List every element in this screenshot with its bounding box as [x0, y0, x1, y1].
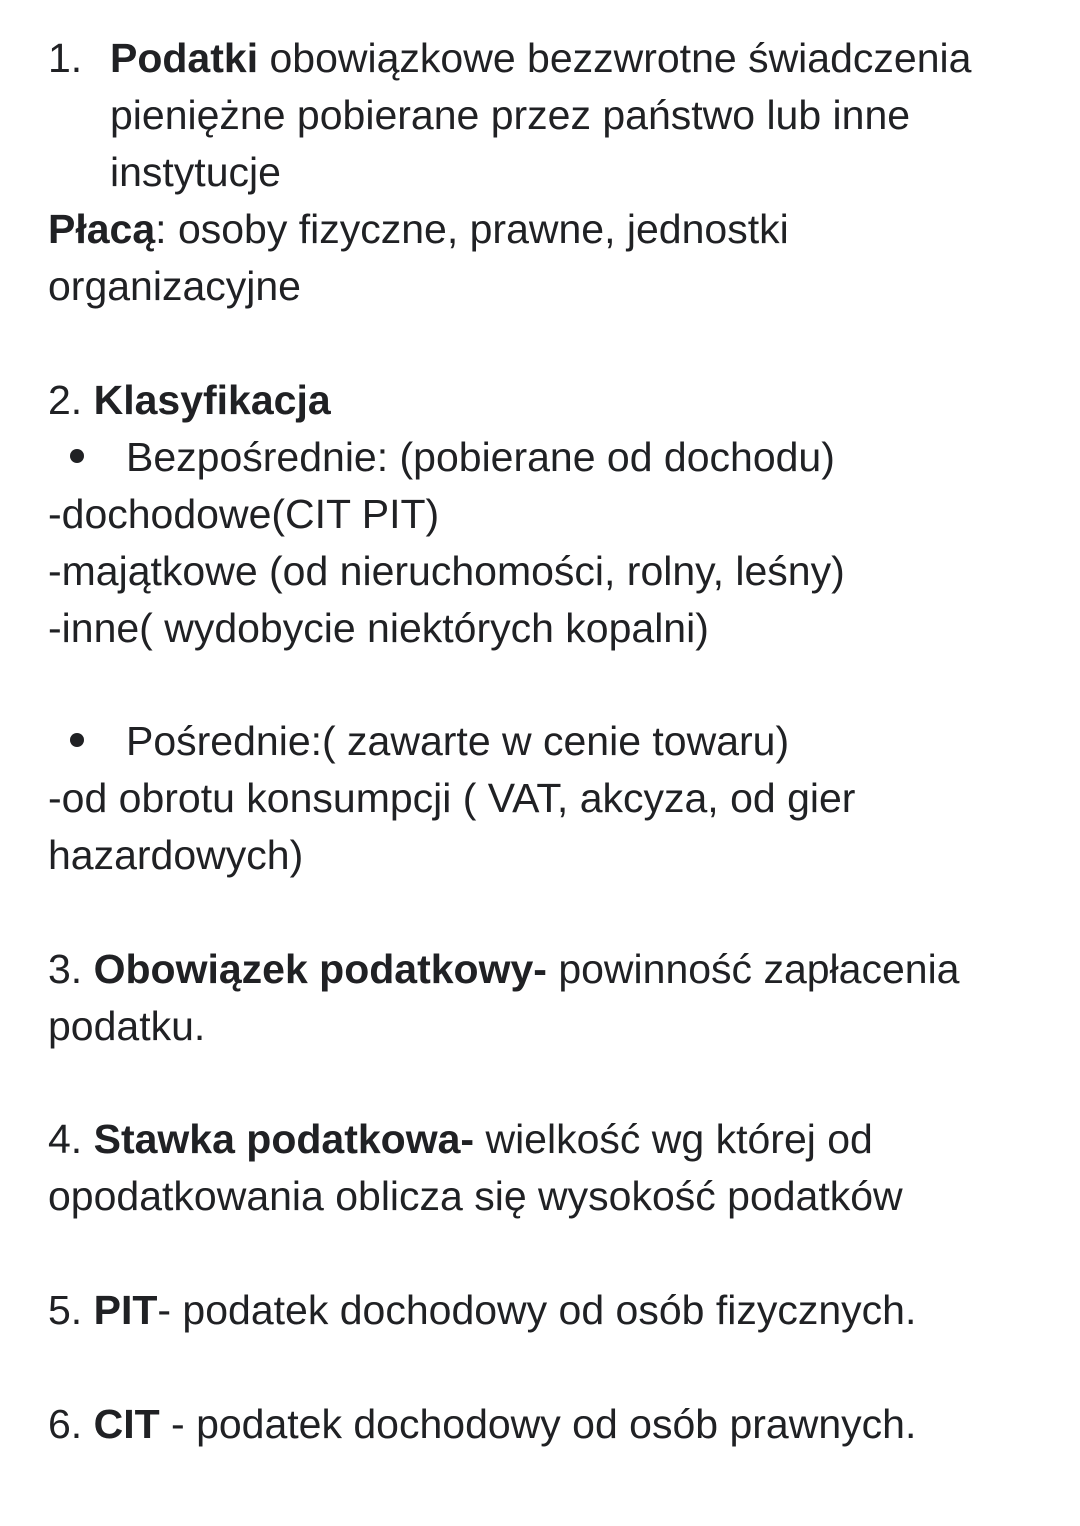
item-4-number: 4.	[48, 1116, 94, 1162]
payers-text-2: organizacyjne	[48, 263, 301, 309]
item-3-line-1	[48, 941, 1048, 998]
payers-text-1: : osoby fizyczne, prawne, jednostki	[155, 206, 789, 252]
item-3-number: 3.	[48, 946, 94, 992]
item-4-line-1	[48, 1111, 1048, 1168]
item-5-line	[48, 1282, 1048, 1339]
payers-term: Płacą	[48, 206, 156, 252]
item-6-line	[48, 1396, 1048, 1453]
bullet-dot-icon	[70, 733, 84, 747]
indirect-line-1: -od obrotu konsumpcji ( VAT, akcyza, od gier	[48, 775, 856, 821]
bullet-dot-icon	[70, 449, 84, 463]
item-1-line-1	[110, 30, 1048, 87]
item-2-number: 2.	[48, 377, 94, 423]
item-1-def-2: pieniężne pobierane przez państwo lub inne	[110, 92, 911, 138]
item-1-number: 1.	[48, 35, 83, 81]
item-4-def-1: wielkość wg której od	[474, 1116, 873, 1162]
notes-document	[48, 30, 1048, 1453]
item-5-number: 5.	[48, 1287, 94, 1333]
payers-line-1	[48, 201, 1048, 258]
item-1-podatki	[48, 30, 1048, 201]
bullet-direct	[48, 429, 1048, 486]
direct-line-2: -majątkowe (od nieruchomości, rolny, leśny)	[48, 548, 845, 594]
bullet-indirect	[48, 713, 1048, 770]
item-5-term: PIT	[93, 1287, 158, 1333]
item-2-term: Klasyfikacja	[93, 377, 331, 423]
item-3-term: Obowiązek podatkowy-	[93, 946, 547, 992]
item-1-def-1: obowiązkowe bezzwrotne świadczenia	[258, 35, 972, 81]
direct-line-1: -dochodowe(CIT PIT)	[48, 491, 440, 537]
indirect-label: Pośrednie:( zawarte w cenie towaru)	[126, 718, 790, 764]
item-6-term: CIT	[93, 1401, 160, 1447]
item-4-def-2: opodatkowania oblicza się wysokość podatków	[48, 1173, 903, 1219]
item-6-def: - podatek dochodowy od osób prawnych.	[159, 1401, 917, 1447]
item-3-def-2: podatku.	[48, 1003, 206, 1049]
item-1-term: Podatki	[110, 35, 259, 81]
item-2-heading	[48, 372, 1048, 429]
item-6-number: 6.	[48, 1401, 94, 1447]
indirect-line-2: hazardowych)	[48, 832, 304, 878]
item-4-term: Stawka podatkowa-	[93, 1116, 475, 1162]
item-3-def-1: powinność zapłacenia	[546, 946, 960, 992]
direct-line-3: -inne( wydobycie niektórych kopalni)	[48, 605, 709, 651]
direct-label: Bezpośrednie: (pobierane od dochodu)	[126, 434, 835, 480]
item-5-def: - podatek dochodowy od osób fizycznych.	[157, 1287, 917, 1333]
item-1-def-3: instytucje	[110, 149, 281, 195]
